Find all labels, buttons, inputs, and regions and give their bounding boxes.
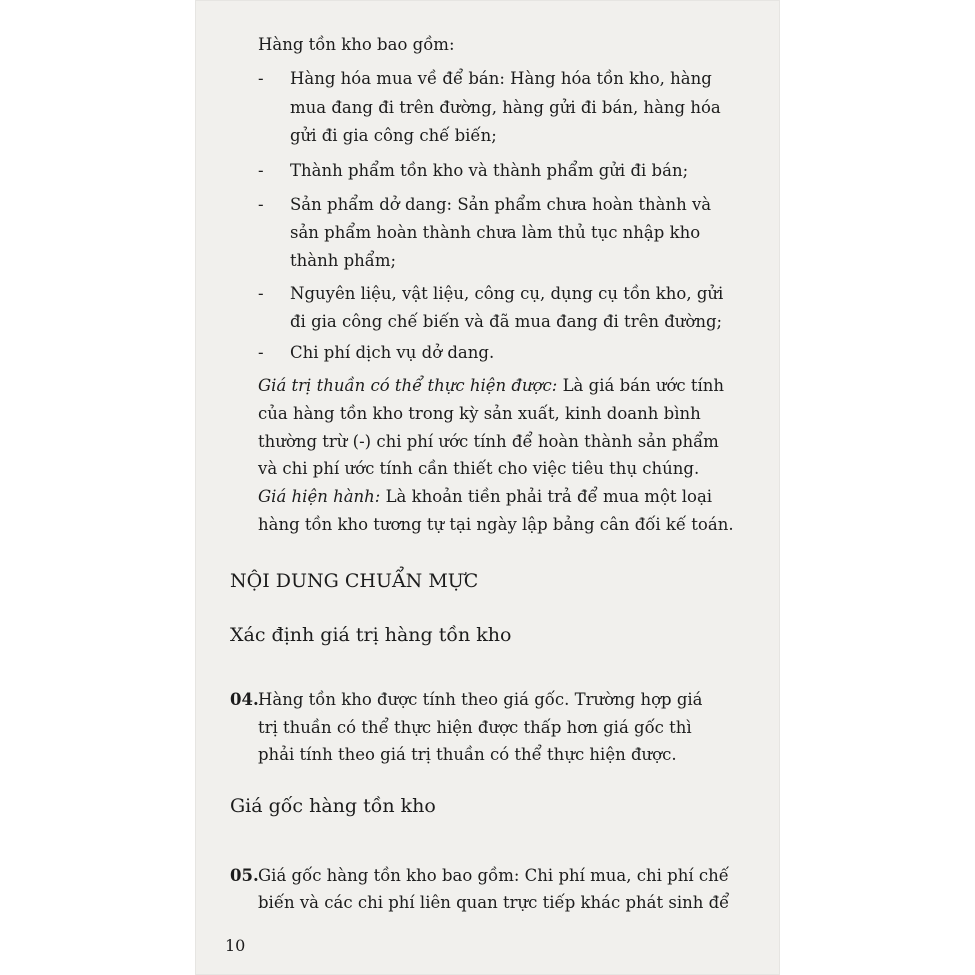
definition-term: Giá trị thuần có thể thực hiện được:	[258, 376, 558, 395]
para-04-line-2: trị thuần có thể thực hiện được thấp hơn giá gốc thì	[258, 718, 692, 737]
bullet-5-line-1: Chi phí dịch vụ dở dang.	[290, 343, 495, 362]
bullet-1-line-1: Hàng hóa mua về để bán: Hàng hóa tồn kho, hàng	[290, 69, 712, 88]
intro-text: Hàng tồn kho bao gồm:	[258, 35, 455, 54]
book-page	[195, 0, 780, 975]
definition-net-realizable-value	[258, 373, 724, 399]
definition-current-price	[258, 484, 712, 510]
bullet-3-line-2: sản phẩm hoàn thành chưa làm thủ tục nhập kho	[290, 223, 701, 242]
bullet-dash: -	[258, 284, 264, 303]
definition-term: Giá hiện hành:	[258, 487, 381, 506]
bullet-1-line-2: mua đang đi trên đường, hàng gửi đi bán, hàng hóa	[290, 98, 721, 117]
bullet-dash: -	[258, 161, 264, 180]
bullet-4-line-2: đi gia công chế biến và đã mua đang đi trên đường;	[290, 312, 723, 331]
bullet-1-line-3: gửi đi gia công chế biến;	[290, 126, 497, 145]
paragraph-number: 05.	[230, 866, 259, 885]
bullet-2-line-1: Thành phẩm tồn kho và thành phẩm gửi đi bán;	[290, 161, 689, 180]
para-05-line-2: biến và các chi phí liên quan trực tiếp khác phát sinh để	[258, 893, 730, 912]
bullet-3-line-1: Sản phẩm dở dang: Sản phẩm chưa hoàn thành và	[290, 195, 712, 214]
para-04-line-3: phải tính theo giá trị thuần có thể thực hiện được.	[258, 745, 677, 764]
bullet-dash: -	[258, 195, 264, 214]
paragraph-number: 04.	[230, 690, 259, 709]
bullet-4-line-1: Nguyên liệu, vật liệu, công cụ, dụng cụ tồn kho, gửi	[290, 284, 724, 303]
definition-text: Là khoản tiền phải trả để mua một loại	[380, 487, 713, 506]
subheading-determine-value: Xác định giá trị hàng tồn kho	[230, 624, 512, 646]
definition-1-line-4: và chi phí ước tính cần thiết cho việc tiêu thụ chúng.	[258, 459, 700, 478]
bullet-3-line-3: thành phẩm;	[290, 251, 397, 270]
section-title: NỘI DUNG CHUẨN MỰC	[230, 570, 479, 592]
para-04-line-1: Hàng tồn kho được tính theo giá gốc. Trường hợp giá	[258, 690, 703, 709]
definition-2-line-2: hàng tồn kho tương tự tại ngày lập bảng cân đối kế toán.	[258, 515, 734, 534]
bullet-dash: -	[258, 69, 264, 88]
page-number: 10	[225, 936, 246, 955]
definition-1-line-2: của hàng tồn kho trong kỳ sản xuất, kinh doanh bình	[258, 404, 701, 423]
definition-1-line-3: thường trừ (-) chi phí ước tính để hoàn thành sản phẩm	[258, 432, 719, 451]
para-05-line-1: Giá gốc hàng tồn kho bao gồm: Chi phí mua, chi phí chế	[258, 866, 729, 885]
definition-text: Là giá bán ước tính	[557, 376, 725, 395]
bullet-dash: -	[258, 343, 264, 362]
subheading-original-cost: Giá gốc hàng tồn kho	[230, 795, 436, 817]
